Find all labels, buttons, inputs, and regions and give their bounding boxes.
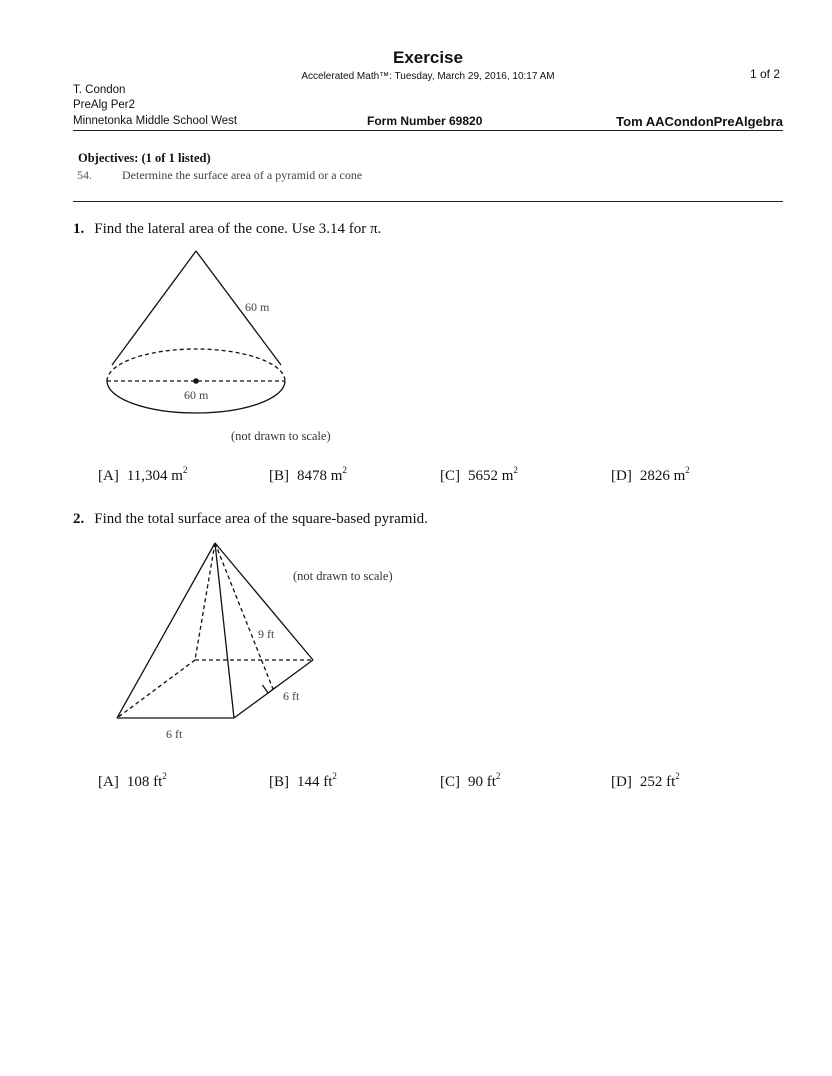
option-exponent: 2 xyxy=(162,771,167,781)
school-name: Minnetonka Middle School West xyxy=(73,115,238,127)
cone-scale-note: (not drawn to scale) xyxy=(231,429,331,443)
pyramid-edge-front-left xyxy=(117,543,215,718)
option-label: [D] xyxy=(611,774,632,790)
q2-option-d[interactable] xyxy=(611,771,680,791)
objective-number: 54. xyxy=(77,168,92,182)
question-2-number: 2. xyxy=(73,511,85,527)
option-label: [C] xyxy=(440,468,460,484)
question-2-text: Find the total surface area of the square-based pyramid. xyxy=(94,511,428,527)
option-value: 8478 m xyxy=(297,468,343,484)
cone-base-back-arc xyxy=(107,349,285,381)
question-1-text: Find the lateral area of the cone. Use 3.14 for π. xyxy=(94,221,382,237)
q1-option-a[interactable] xyxy=(98,465,187,485)
q2-option-b[interactable] xyxy=(269,771,337,791)
option-label: [B] xyxy=(269,468,289,484)
option-value: 108 ft xyxy=(126,774,163,790)
page-title: Exercise xyxy=(393,48,463,67)
q1-option-c[interactable] xyxy=(440,465,518,485)
teacher-name: T. Condon xyxy=(73,84,126,96)
q2-option-c[interactable] xyxy=(440,771,500,791)
cone-slant-label: 60 m xyxy=(245,300,270,314)
q1-option-b[interactable] xyxy=(269,465,347,485)
option-value: 90 ft xyxy=(468,774,496,790)
objective-text: Determine the surface area of a pyramid or a cone xyxy=(122,168,363,182)
page-subtitle: Accelerated Math™: Tuesday, March 29, 2016, 10:17 AM xyxy=(301,71,555,82)
pyramid-base-label: 6 ft xyxy=(166,727,183,741)
option-exponent: 2 xyxy=(513,465,518,475)
pyramid-slant-height xyxy=(215,543,273,689)
option-label: [A] xyxy=(98,774,119,790)
option-value: 11,304 m xyxy=(126,468,183,484)
option-label: [D] xyxy=(611,468,632,484)
option-label: [A] xyxy=(98,468,119,484)
question-1-number: 1. xyxy=(73,221,85,237)
objectives-heading: Objectives: (1 of 1 listed) xyxy=(78,151,211,165)
cone-diameter-label: 60 m xyxy=(184,388,209,402)
option-value: 5652 m xyxy=(468,468,514,484)
pyramid-edge-front-right xyxy=(215,543,234,718)
pyramid-side-label: 6 ft xyxy=(283,689,300,703)
cone-center-point xyxy=(193,378,199,384)
option-exponent: 2 xyxy=(495,771,501,781)
option-value: 252 ft xyxy=(639,774,676,790)
class-name: PreAlg Per2 xyxy=(73,99,136,111)
right-angle-marker xyxy=(263,685,277,693)
option-exponent: 2 xyxy=(685,465,690,475)
option-exponent: 2 xyxy=(332,771,337,781)
option-value: 144 ft xyxy=(297,774,333,790)
form-number: Form Number 69820 xyxy=(367,114,483,128)
q2-option-a[interactable] xyxy=(98,771,167,791)
pyramid-slant-label: 9 ft xyxy=(258,627,275,641)
pyramid-edge-back-right xyxy=(215,543,313,660)
pyramid-base-left xyxy=(117,660,195,718)
page-number: 1 of 2 xyxy=(749,67,780,81)
pyramid-scale-note: (not drawn to scale) xyxy=(293,569,393,583)
option-exponent: 2 xyxy=(342,465,347,475)
option-value: 2826 m xyxy=(639,468,686,484)
q1-option-d[interactable] xyxy=(611,465,690,485)
cone-left-edge xyxy=(112,251,196,365)
option-label: [B] xyxy=(269,774,289,790)
student-name: Tom AACondonPreAlgebra xyxy=(616,114,783,129)
option-exponent: 2 xyxy=(182,465,188,475)
question-2 xyxy=(73,510,428,528)
option-label: [C] xyxy=(440,774,460,790)
option-exponent: 2 xyxy=(675,771,680,781)
